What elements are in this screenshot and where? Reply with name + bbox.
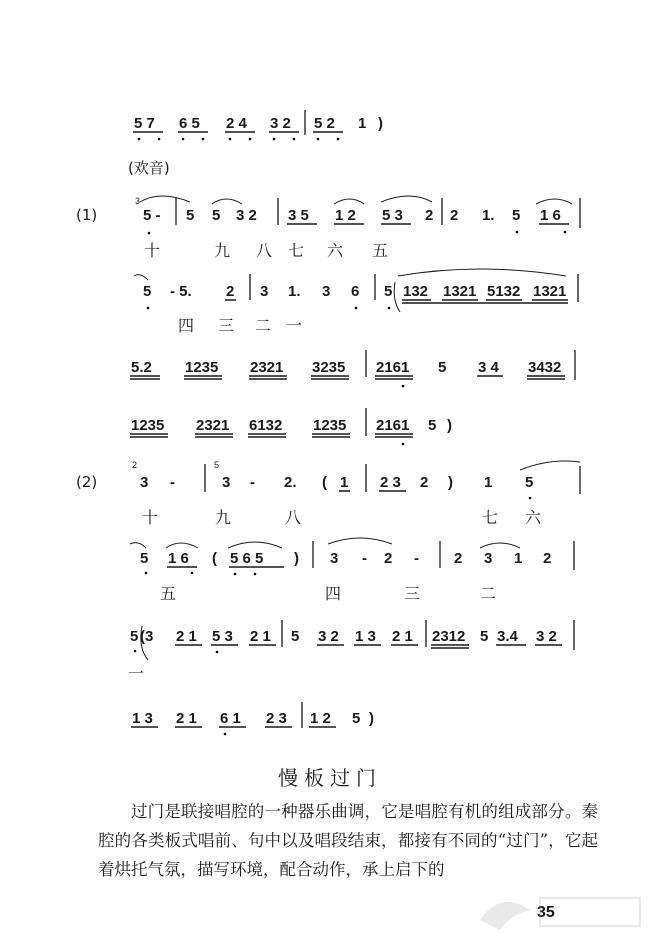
score-line-4 (130, 408, 452, 445)
note: 5 (140, 550, 149, 567)
lyric: 十 (144, 241, 161, 260)
note: 2. (284, 474, 297, 491)
note: 2 (454, 550, 463, 567)
rest-dash: - (170, 474, 175, 491)
lyric: 五 (160, 584, 177, 603)
lyric: 四 (178, 316, 195, 335)
note-group: 3 2 (270, 115, 291, 132)
paragraph-text: 过门是联接唱腔的一种器乐曲调，它是唱腔有机的组成部分。秦腔的各类板式唱前、句中以及唱段结束，都接有不同的“过门”，它起着烘托气氛，描写环境，配合动作，承上启下的 (98, 802, 598, 879)
note: 1 (514, 550, 523, 567)
note-group: 2 1 (176, 710, 197, 727)
note: 6 (351, 283, 360, 300)
note: 5 (438, 359, 447, 376)
note-group: 5 3 (212, 628, 233, 645)
note-group: 2 1 (176, 628, 197, 645)
rest-dash: - (362, 550, 367, 567)
lyric: 八 (285, 508, 302, 527)
note: 3 (222, 474, 231, 491)
note: 1 (340, 474, 349, 491)
score-line-6 (130, 538, 574, 603)
note: 3 (330, 550, 339, 567)
close-paren: ) (447, 417, 452, 434)
note: 5 (352, 710, 361, 727)
lyric: 二 (255, 316, 272, 335)
note-group: 1 2 (335, 207, 356, 224)
note-group: 6132 (249, 417, 283, 434)
note: 3 (322, 283, 331, 300)
note-group: 5 2 (314, 115, 335, 132)
note-group: 6 5 (179, 115, 200, 132)
note-group: 3 4 (478, 359, 499, 376)
note: 1. (288, 283, 301, 300)
note-group: 1 3 (132, 710, 153, 727)
score-line-0 (133, 110, 383, 140)
note-group: 1 6 (540, 207, 561, 224)
note-group: 5 6 5 (230, 550, 264, 567)
close-paren: ) (448, 474, 453, 491)
lyric: 六 (525, 508, 542, 527)
close-paren: ) (369, 710, 374, 727)
note-group: 1235 (185, 359, 219, 376)
lyric: 八 (256, 241, 273, 260)
note-group: 3 2 (236, 207, 257, 224)
note: 5 (428, 417, 437, 434)
note-group: 2161 (376, 359, 410, 376)
lyric: 一 (128, 664, 145, 683)
open-paren: ( (212, 550, 217, 567)
section-heading: 慢板过门 (278, 766, 382, 790)
note-group: 1321 (443, 283, 477, 300)
note-group: 1321 (533, 283, 567, 300)
note: 1. (482, 207, 495, 224)
score-line-8 (131, 702, 374, 735)
note-group: 2 4 (226, 115, 247, 132)
grace-note: 2 (132, 460, 138, 470)
lyric: 一 (286, 316, 303, 335)
note-group: 5.2 (131, 359, 152, 376)
score-line-3 (130, 350, 575, 387)
note-group: 6 1 (220, 710, 241, 727)
note: 5 (480, 628, 489, 645)
note: 5 (525, 474, 534, 491)
note-group: (3 (140, 628, 154, 645)
close-paren: ) (294, 550, 299, 567)
lyric: 七 (288, 241, 305, 260)
note-group: 2 3 (266, 710, 287, 727)
lyric: 六 (327, 241, 344, 260)
lyric: 三 (218, 316, 235, 335)
note-group: 132 (403, 283, 429, 300)
note: 2 (450, 207, 459, 224)
lyric: 九 (215, 508, 232, 527)
lyric: 三 (404, 584, 421, 603)
note: 2 (543, 550, 552, 567)
note-group: 5 - (143, 207, 161, 224)
note: 5 (186, 207, 195, 224)
note-group: 3432 (528, 359, 562, 376)
note-group: 2321 (196, 417, 230, 434)
lyric: 九 (214, 241, 231, 260)
lyric: 四 (325, 584, 342, 603)
note-group: 3 2 (318, 628, 339, 645)
note-group: 3 5 (288, 207, 309, 224)
rest-dash: - (414, 550, 419, 567)
section-label: (2) (76, 473, 98, 491)
note-group: 2321 (250, 359, 284, 376)
watermark-logo-icon (470, 880, 650, 940)
page-number: 35 (537, 904, 555, 921)
note: 3 (140, 474, 149, 491)
note: 5 (384, 283, 393, 300)
note-group: 5 3 (382, 207, 403, 224)
score-line-2 (134, 269, 578, 335)
note-group: 1 2 (310, 710, 331, 727)
note-group: 2 1 (392, 628, 413, 645)
score-line-1 (76, 196, 580, 260)
note-group: 1 6 (168, 550, 189, 567)
lyric: 七 (482, 508, 499, 527)
rest-dash: - (250, 474, 255, 491)
note: 2 (384, 550, 393, 567)
note: 3 (484, 550, 493, 567)
note-group: 1235 (313, 417, 347, 434)
note: 5 (212, 207, 221, 224)
lyric: 十 (142, 508, 159, 527)
note-group: 5 7 (134, 115, 155, 132)
note-group: 3 2 (536, 628, 557, 645)
note-group: 2312 (432, 628, 466, 645)
note-group: 1 3 (355, 628, 376, 645)
note: 1 (358, 115, 367, 132)
grace-note: 5 (214, 460, 220, 470)
note-group: 3.4 (497, 628, 518, 645)
score-line-5 (76, 460, 580, 527)
note: 2 (420, 474, 429, 491)
note-group: 2161 (376, 417, 410, 434)
note: 1 (484, 474, 493, 491)
note: 5 (143, 283, 152, 300)
note-group: - 5. (170, 283, 192, 300)
note-group: 5132 (487, 283, 521, 300)
close-paren: ) (378, 115, 383, 132)
note-group: 3235 (312, 359, 346, 376)
note: 3 (260, 283, 269, 300)
note-group: 1235 (131, 417, 165, 434)
tone-note: (欢音) (128, 159, 170, 177)
note: 5 (512, 207, 521, 224)
body-paragraph (98, 797, 598, 884)
note: 2 (425, 207, 434, 224)
note-group: 2 3 (380, 474, 401, 491)
lyric: 五 (372, 241, 389, 260)
lyric: 二 (480, 584, 497, 603)
grace-note: 3 (135, 196, 141, 206)
note: 2 (226, 283, 235, 300)
open-paren: ( (322, 474, 327, 491)
note-group: 2 1 (250, 628, 271, 645)
note: 5 (130, 628, 139, 645)
note: 5 (291, 628, 300, 645)
score-line-7 (128, 620, 574, 683)
section-label: (1) (76, 206, 98, 224)
